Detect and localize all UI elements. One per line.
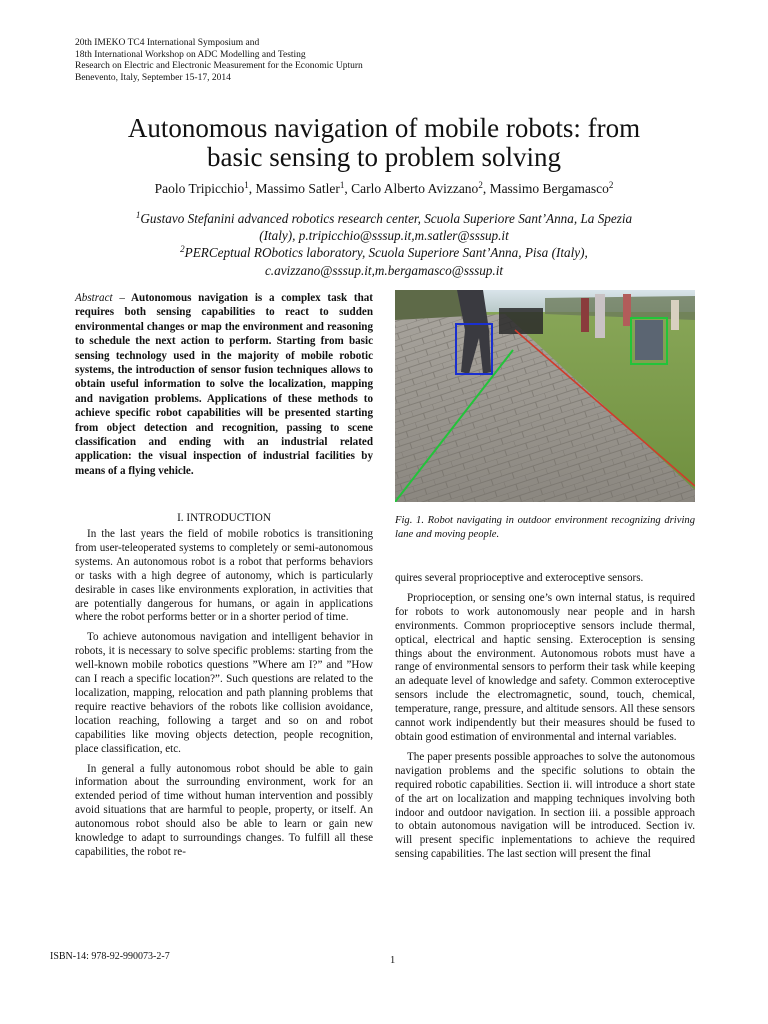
paragraph-continuation: quires several proprioceptive and exteroceptive sensors. (395, 572, 644, 584)
author-separator: , (344, 181, 352, 196)
author-affiliation-mark: 1 (244, 180, 249, 190)
affiliations (40, 210, 728, 279)
figure-1-photo (395, 290, 695, 502)
author-name: Carlo Alberto Avizzano (351, 181, 479, 196)
person-background (581, 298, 589, 332)
affiliation-1-emails: (Italy), p.tripicchio@sssup.it,m.satler@sssup.it (259, 228, 509, 244)
affiliation-text: PERCeptual RObotics laboratory, Scuola Superiore Sant’Anna, Pisa (Italy), (184, 245, 588, 261)
paragraph: To achieve autonomous navigation and intelligent behavior in robots, it is necessary to solve specific problems: starting from the well-known mobile robotics questions ”Where am I?” and ”How can I reach a specific location?”. Such questions are related to the localization, mapping, relocation and path planning problems that require reactive behaviors of the robots like collision avoidance, location reaching, following a target and so on and robot capabilities like moving objects detection, people recognition, place classification, etc. (75, 631, 373, 755)
paragraph: The paper presents possible approaches to solve the autonomous navigation problems and the specific solutions to obtain the required robotic capabilities. Section ii. will introduce a short state of the art on localization and mapping techniques involving both indoor and outdoor navigation. In section iii. a possible approach to obtain autonomous navigation will be introduced. Section iv. will present specific inplementations to achieve the required sensing capabilities. The last section will present the final (395, 750, 695, 861)
author-name: Paolo Tripicchio (154, 181, 245, 196)
body-column-left (75, 528, 373, 866)
mobile-robot (635, 320, 663, 360)
abstract-label: Abstract – (75, 292, 125, 304)
paragraph: In general a fully autonomous robot should be able to gain information about the surrounding environment, work for an extended period of time without human intervention and possibly avoid situations that are harmful to people, property, or itself. An autonomous robot should also be able to learn or gain new knowledge to adapt to surroundings changes. To fulfill all these capabilities, the robot re- (75, 762, 373, 858)
parked-car (499, 308, 543, 334)
affiliation-2 (40, 244, 728, 261)
paragraph: Proprioception, or sensing one’s own internal status, is required for robots to work autonomously near people and in harsh environments. Common proprioceptive sensors include thermal, optical, electrical and haptic sensing. Exteroception is sensing things about the environment. Autonomous robots must have a range of environmental sensors to perform their task while keeping an adequate level of knowledge and safety. Common exteroceptive sensors include the electromagnetic, sound, touch, chemical, temperature, range, pressure, and altitude sensors. All these sensors cannot work indipendently but their measures should be fused to obtain good estimation of environmental and internal variables. (395, 591, 695, 743)
author-affiliation-mark: 2 (608, 180, 614, 190)
author-list (40, 180, 728, 197)
author-affiliation-mark: 1 (339, 180, 345, 190)
paper-title (40, 114, 728, 172)
header-line: Benevento, Italy, September 15-17, 2014 (75, 72, 231, 83)
affiliation-mark: 1 (135, 210, 141, 220)
conference-header (75, 38, 535, 84)
author-separator: , (248, 181, 256, 196)
person-background (671, 300, 679, 330)
page-number: 1 (390, 955, 396, 966)
header-line: 20th IMEKO TC4 International Symposium and (75, 38, 260, 48)
affiliation-mark: 2 (180, 244, 185, 255)
isbn: ISBN-14: 978-92-990073-2-7 (50, 951, 170, 962)
person-background (595, 294, 605, 338)
header-line: 18th International Workshop on ADC Modelling and Testing (75, 49, 306, 60)
affiliation-2-emails: c.avizzano@sssup.it,m.bergamasco@sssup.it (264, 262, 504, 278)
affiliation-1 (40, 210, 728, 227)
author-separator: , (482, 181, 490, 196)
header-line: Research on Electric and Electronic Measurement for the Economic Upturn (75, 61, 363, 72)
person-background (623, 294, 631, 326)
affiliation-text: Gustavo Stefanini advanced robotics research center, Scuola Superiore Sant’Anna, La Spezia (140, 211, 633, 226)
author-name: Massimo Bergamasco (489, 181, 609, 196)
abstract-text: Autonomous navigation is a complex task that requires both sensing capabilities to react to sudden environmental changes or map the environment and reasoning to schedule the next action to perform. Starting from basic sensing technology used in the majority of mobile robotic systems, the introduction of sensor fusion techniques allows to obtain useful information to solve the localization, mapping and navigation problems. Applications of these methods to achieve specific robot capabilities will be presented starting from object detection and recognition, passing to scene classification and ending with an industrial related application: the visual inspection of industrial facilities by means of a flying vehicle. (75, 292, 373, 477)
title-line-2: basic sensing to problem solving (207, 142, 561, 172)
figure-1-caption: Fig. 1. Robot navigating in outdoor environment recognizing driving lane and moving people. (395, 515, 695, 540)
abstract (75, 291, 373, 478)
author-affiliation-mark: 2 (478, 180, 483, 190)
section-heading: I. INTRODUCTION (177, 512, 271, 524)
title-line-1: Autonomous navigation of mobile robots: from (127, 113, 641, 143)
robot-navigation-photo (395, 290, 695, 502)
body-column-right (395, 572, 695, 868)
paragraph: In the last years the field of mobile robotics is transitioning from user-teleoperated systems to completely or semi-autonomous systems. An autonomous robot is a robot that performs behaviors or tasks with a high degree of autonomy, which is particularly desirable in cases like environments exploration, in activities that are potentially dangerous for humans, or again in applications where the robot performs better or in a shorter period of time. (75, 528, 373, 624)
author-name: Massimo Satler (255, 181, 340, 196)
